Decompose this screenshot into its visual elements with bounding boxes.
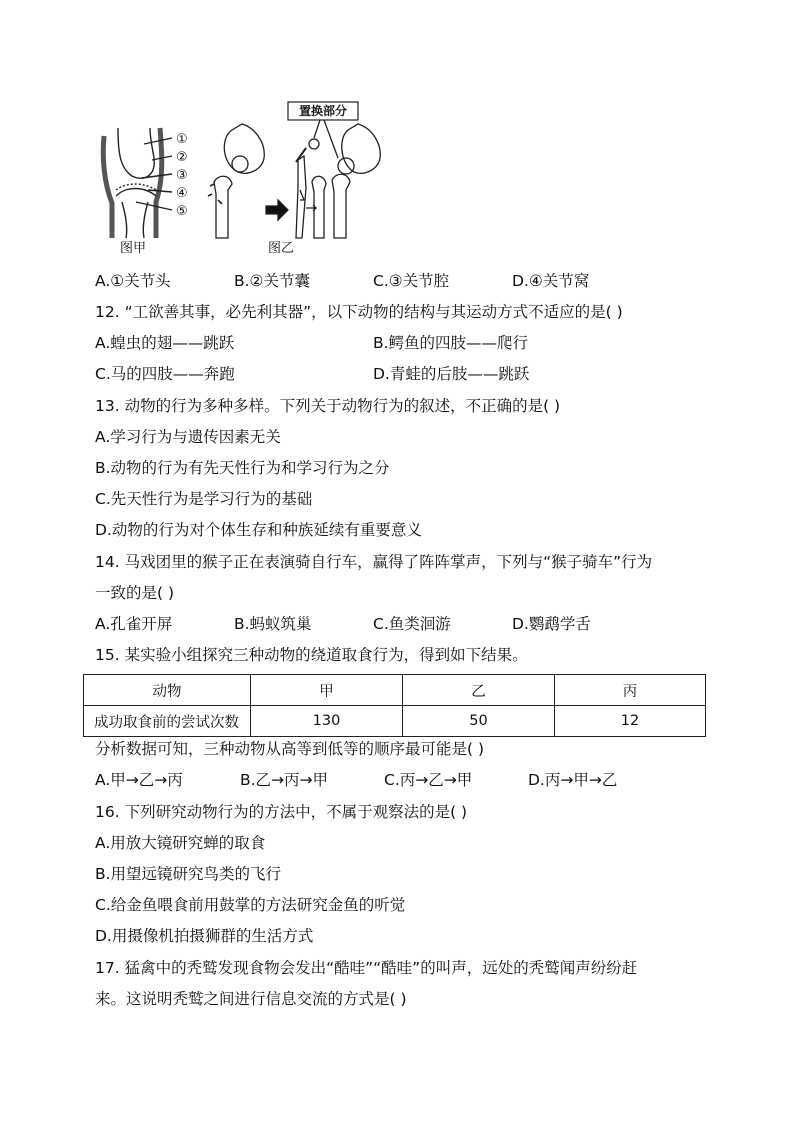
q12-option-d[interactable]: D.青蛙的后肢——跳跃: [373, 365, 530, 383]
q16-option-c[interactable]: C.给金鱼喂食前用鼓掌的方法研究金鱼的听觉: [95, 896, 406, 914]
q12-stem: 12. “工欲善其事，必先利其器”，以下动物的结构与其运动方式不适应的是( ): [95, 303, 623, 321]
q13-option-d[interactable]: D.动物的行为对个体生存和种族延续有重要意义: [95, 521, 422, 539]
q15-option-a[interactable]: A.甲→乙→丙: [95, 771, 183, 789]
figure-label-a: 图甲: [120, 241, 147, 256]
q15-option-c[interactable]: C.丙→乙→甲: [384, 771, 473, 789]
table-cell: 成功取食前的尝试次数: [84, 706, 251, 737]
q12-option-a[interactable]: A.蝗虫的翅——跳跃: [95, 334, 235, 352]
table-cell: 50: [403, 706, 555, 737]
q13-option-b[interactable]: B.动物的行为有先天性行为和学习行为之分: [95, 459, 390, 477]
marker-2: ②: [176, 150, 188, 165]
table-header-cell: 甲: [251, 675, 403, 706]
q12-option-c[interactable]: C.马的四肢——奔跑: [95, 365, 235, 383]
table-header-cell: 动物: [84, 675, 251, 706]
q15-analysis: 分析数据可知，三种动物从高等到低等的顺序最可能是( ): [95, 740, 485, 758]
q14-stem-line2: 一致的是( ): [95, 584, 175, 602]
q12-option-b[interactable]: B.鳄鱼的四肢——爬行: [373, 334, 529, 352]
marker-3: ③: [176, 168, 188, 183]
marker-4: ④: [176, 186, 188, 201]
table-header-cell: 丙: [555, 675, 706, 706]
table-header-cell: 乙: [403, 675, 555, 706]
q16-option-d[interactable]: D.用摄像机拍摄狮群的生活方式: [95, 927, 314, 945]
q14-option-c[interactable]: C.鱼类洄游: [373, 615, 451, 633]
joint-figure: [92, 98, 392, 260]
q17-stem-line2: 来。这说明秃鹫之间进行信息交流的方式是( ): [95, 990, 407, 1008]
marker-1: ①: [176, 132, 188, 147]
marker-5: ⑤: [176, 204, 188, 219]
q11-option-b[interactable]: B.②关节囊: [234, 272, 310, 290]
q14-option-d[interactable]: D.鹦鹉学舌: [512, 615, 591, 633]
q15-option-b[interactable]: B.乙→丙→甲: [240, 771, 329, 789]
q13-option-c[interactable]: C.先天性行为是学习行为的基础: [95, 490, 313, 508]
q17-stem-line1: 17. 猛禽中的秃鹫发现食物会发出“酷哇”“酷哇”的叫声，远处的秃鹫闻声纷纷赶: [95, 959, 638, 977]
hip-replacement-diagram: [208, 102, 380, 238]
figure-label-b: 图乙: [268, 241, 295, 256]
replacement-callout: 置换部分: [298, 104, 348, 118]
knee-joint-diagram: [103, 128, 172, 238]
q16-option-b[interactable]: B.用望远镜研究鸟类的飞行: [95, 865, 282, 883]
q14-option-a[interactable]: A.孔雀开屏: [95, 615, 173, 633]
q13-option-a[interactable]: A.学习行为与遗传因素无关: [95, 428, 281, 446]
table-row: [84, 706, 706, 737]
q11-option-a[interactable]: A.①关节头: [95, 272, 171, 290]
q14-option-b[interactable]: B.蚂蚁筑巢: [234, 615, 312, 633]
q13-stem: 13. 动物的行为多种多样。下列关于动物行为的叙述，不正确的是( ): [95, 397, 561, 415]
q15-option-d[interactable]: D.丙→甲→乙: [528, 771, 618, 789]
q15-stem: 15. 某实验小组探究三种动物的绕道取食行为，得到如下结果。: [95, 646, 528, 664]
table-cell: 130: [251, 706, 403, 737]
q15-results-table: [83, 674, 706, 737]
table-cell: 12: [555, 706, 706, 737]
q11-option-c[interactable]: C.③关节腔: [373, 272, 450, 290]
q14-stem-line1: 14. 马戏团里的猴子正在表演骑自行车，赢得了阵阵掌声，下列与“猴子骑车”行为: [95, 553, 653, 571]
table-header-row: [84, 675, 706, 706]
q16-option-a[interactable]: A.用放大镜研究蝉的取食: [95, 834, 266, 852]
q11-option-d[interactable]: D.④关节窝: [512, 272, 590, 290]
q16-stem: 16. 下列研究动物行为的方法中，不属于观察法的是( ): [95, 803, 468, 821]
